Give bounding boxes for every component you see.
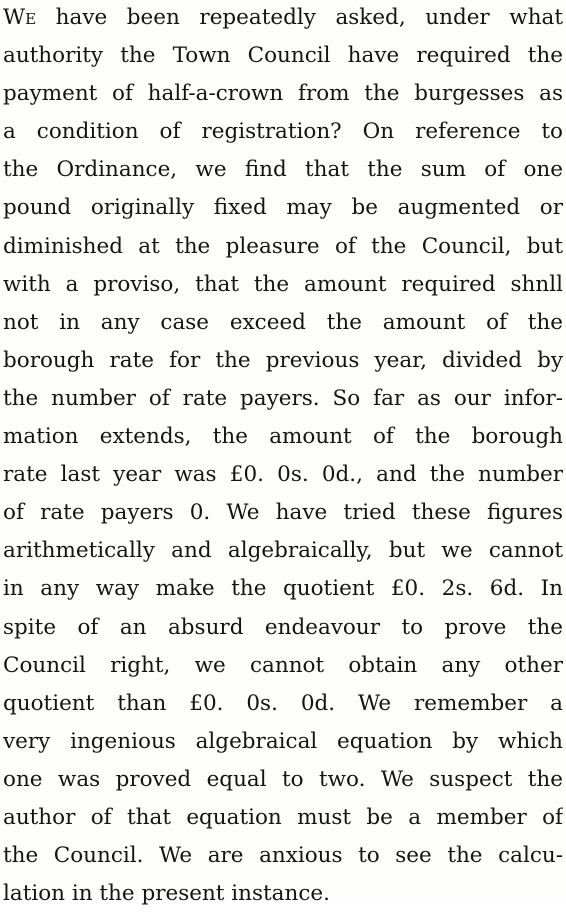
text-line-2: authority the Town Council have required the bbox=[3, 43, 563, 69]
text-line-24: lation in the present instance. bbox=[3, 881, 330, 907]
text-line-21: one was proved equal to two. We suspect the bbox=[3, 766, 563, 792]
text-line-19: quotient than £0. 0s. 0d. We remember a bbox=[3, 690, 563, 716]
text-line-16: in any way make the quotient £0. 2s. 6d. In bbox=[3, 576, 563, 602]
text-line-23: the Council. We are anxious to see the calcu- bbox=[3, 843, 563, 869]
opening-word: We bbox=[3, 5, 37, 30]
text-line-1 bbox=[3, 0, 563, 37]
text-line-15: arithmetically and algebraically, but we cannot bbox=[3, 538, 563, 564]
text-line-4: a condition of registration? On reference to bbox=[3, 119, 563, 145]
text-line-13: rate last year was £0. 0s. 0d., and the number bbox=[3, 462, 563, 488]
text-line-8: with a proviso, that the amount required shnll bbox=[3, 271, 563, 297]
article-text bbox=[3, 0, 563, 913]
text-line-7: diminished at the pleasure of the Council, but bbox=[3, 233, 563, 259]
text-line-17: spite of an absurd endeavour to prove the bbox=[3, 614, 563, 640]
text-line-20: very ingenious algebraical equation by which bbox=[3, 728, 563, 754]
text-line-10: borough rate for the previous year, divided by bbox=[3, 347, 563, 373]
text-line-5: the Ordinance, we find that the sum of one bbox=[3, 157, 563, 183]
text-line-18: Council right, we cannot obtain any other bbox=[3, 652, 563, 678]
text-line-14: of rate payers 0. We have tried these figures bbox=[3, 500, 563, 526]
text-line-3: payment of half-a-crown from the burgesses as bbox=[3, 81, 563, 107]
text-line-1-rest: have been repeatedly asked, under what bbox=[36, 5, 563, 30]
text-line-22: author of that equation must be a member of bbox=[3, 804, 563, 830]
text-line-9: not in any case exceed the amount of the bbox=[3, 309, 563, 335]
text-line-6: pound originally fixed may be augmented or bbox=[3, 195, 563, 221]
text-line-11: the number of rate payers. So far as our infor- bbox=[3, 385, 563, 411]
text-line-12: mation extends, the amount of the borough bbox=[3, 424, 563, 450]
